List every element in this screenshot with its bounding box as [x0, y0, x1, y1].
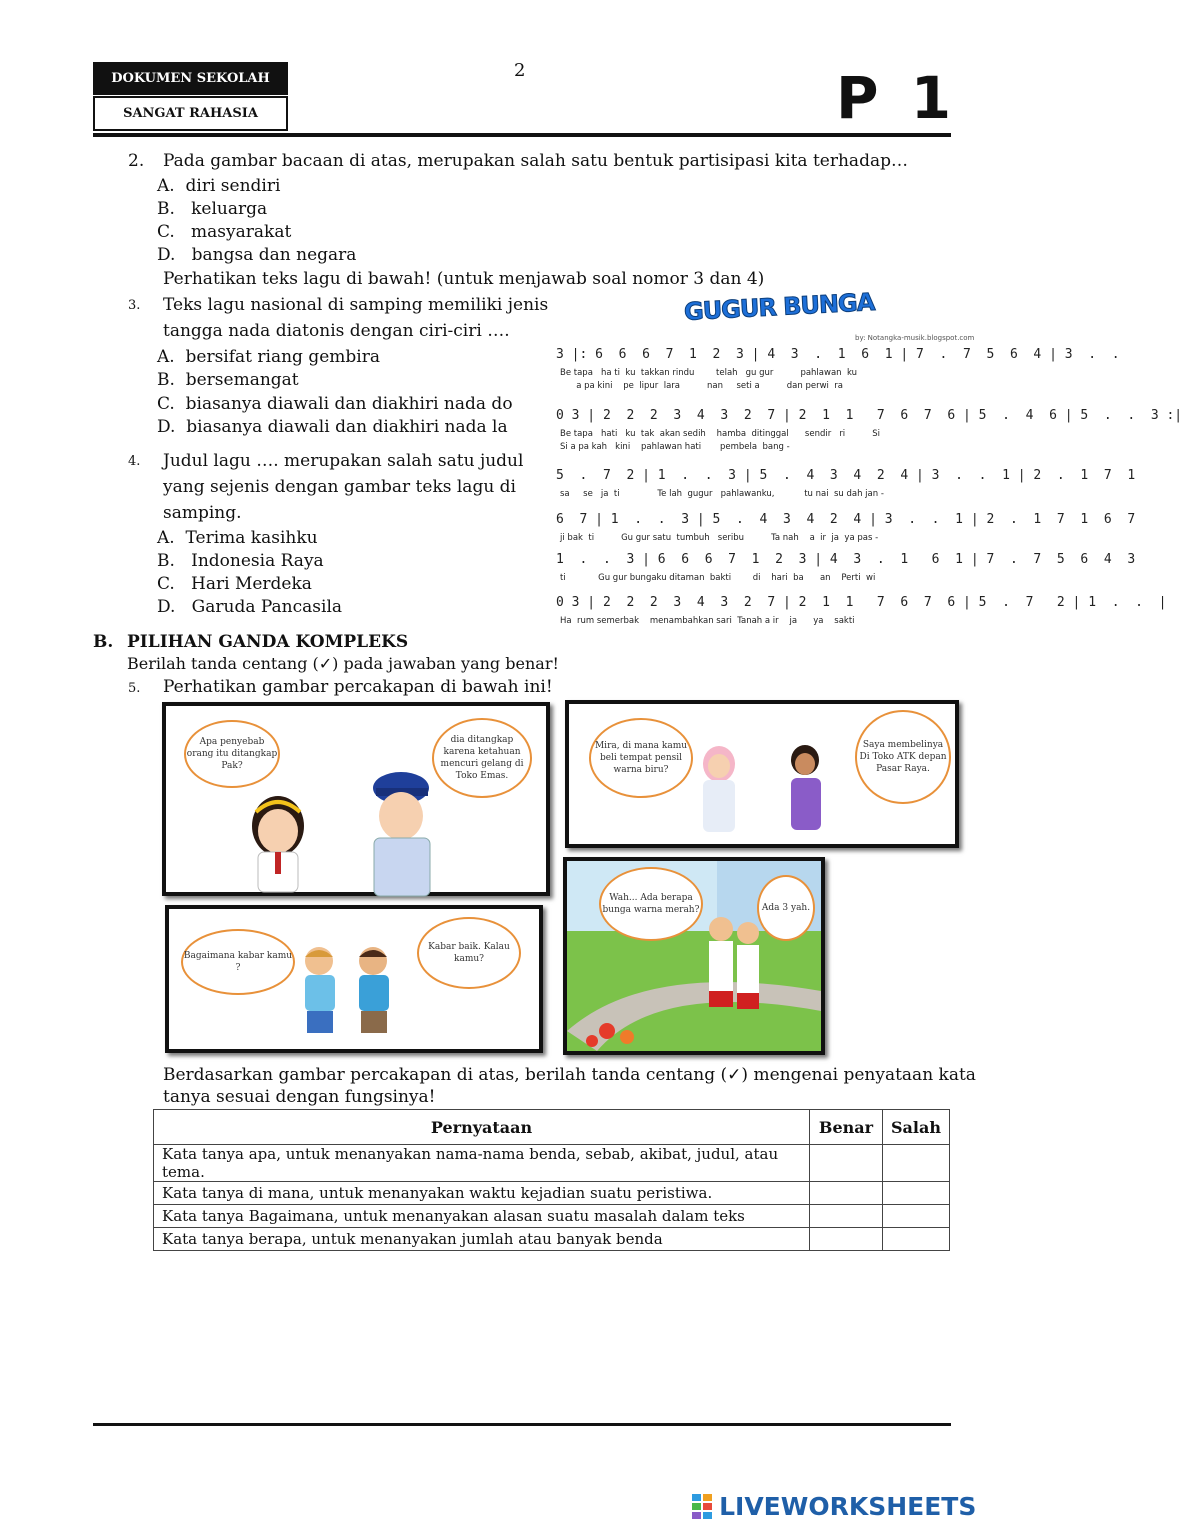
conversation-panel-greeting — [165, 905, 543, 1053]
page-code: P 1 — [836, 64, 958, 132]
liveworksheets-logo — [692, 1492, 976, 1521]
speech-bubble: Apa penyebab orang itu ditangkap Pak? — [184, 720, 280, 788]
two-girls-illustration — [689, 734, 859, 844]
page-number: 2 — [514, 60, 526, 81]
q2-option-c[interactable]: C. masyarakat — [157, 222, 292, 242]
song-lyrics-line: Be tapa ha ti ku takkan rindu telah gu gur pahlawan ku — [560, 368, 858, 378]
q3-option-c[interactable]: C. biasanya diawali dan diakhiri nada do — [157, 394, 513, 414]
conversation-panel-police — [162, 702, 550, 896]
conversation-panel-flowers — [563, 857, 825, 1055]
conversation-panel-pencil-case — [565, 700, 959, 848]
q4-line-1: Judul lagu …. merupakan salah satu judul — [163, 451, 524, 471]
song-notes-row: 3 |: 6 6 6 7 1 2 3 | 4 3 . 1 6 1 | 7 . 7 5 6 4 | 3 . . — [556, 347, 1120, 362]
q5-instruction-line-1: Berdasarkan gambar percakapan di atas, berilah tanda centang (✓) mengenai penyataan kata — [163, 1065, 976, 1085]
q3-number: 3. — [128, 298, 141, 313]
song-notes-row: 1 . . 3 | 6 6 6 7 1 2 3 | 4 3 . 1 6 1 | 7 . 7 5 6 4 3 — [556, 552, 1136, 567]
q4-option-b[interactable]: B. Indonesia Raya — [157, 551, 324, 571]
header-benar: Benar — [810, 1110, 883, 1145]
secret-label: SANGAT RAHASIA — [93, 96, 288, 131]
header-statement: Pernyataan — [154, 1110, 810, 1145]
q4-option-c[interactable]: C. Hari Merdeka — [157, 574, 312, 594]
q2-number: 2. — [128, 151, 145, 171]
song-notes-row: 5 . 7 2 | 1 . . 3 | 5 . 4 3 4 2 4 | 3 . . 1 | 2 . 1 7 1 — [556, 468, 1136, 483]
song-instruction: Perhatikan teks lagu di bawah! (untuk menjawab soal nomor 3 dan 4) — [163, 269, 765, 289]
two-boys-illustration — [289, 939, 419, 1049]
q5-text: Perhatikan gambar percakapan di bawah ini! — [163, 677, 553, 697]
q4-option-a[interactable]: A. Terima kasihku — [157, 528, 318, 548]
header-salah: Salah — [883, 1110, 950, 1145]
statement-cell: Kata tanya Bagaimana, untuk menanyakan alasan suatu masalah dalam teks — [154, 1205, 810, 1228]
salah-checkbox[interactable] — [883, 1182, 950, 1205]
speech-bubble: Mira, di mana kamu beli tempat pensil warna biru? — [589, 718, 693, 798]
song-credit: by: Notangka-musik.blogspot.com — [855, 334, 975, 342]
song-lyrics-line: sa se ja ti Te lah gugur pahlawanku, tu nai su dah jan - — [560, 489, 884, 499]
statement-cell: Kata tanya berapa, untuk menanyakan jumlah atau banyak benda — [154, 1228, 810, 1251]
song-lyrics-line: a pa kini pe lipur lara nan seti a dan perwi ra — [560, 381, 844, 391]
speech-bubble: dia ditangkap karena ketahuan mencuri gelang di Toko Emas. — [432, 718, 532, 798]
song-title: GUGUR BUNGA — [683, 288, 875, 326]
statement-table — [153, 1109, 950, 1251]
table-row — [154, 1228, 950, 1251]
q4-number: 4. — [128, 454, 141, 469]
q3-option-d[interactable]: D. biasanya diawali dan diakhiri nada la — [157, 417, 508, 437]
document-label: DOKUMEN SEKOLAH — [93, 62, 288, 95]
song-notes-row: 0 3 | 2 2 2 3 4 3 2 7 | 2 1 1 7 6 7 6 | 5 . 4 6 | 5 . . 3 :| — [556, 408, 1182, 423]
q4-line-3: samping. — [163, 503, 242, 523]
section-b-title: PILIHAN GANDA KOMPLEKS — [127, 632, 409, 652]
table-row — [154, 1145, 950, 1182]
benar-checkbox[interactable] — [810, 1145, 883, 1182]
q2-option-b[interactable]: B. keluarga — [157, 199, 268, 219]
benar-checkbox[interactable] — [810, 1205, 883, 1228]
speech-bubble: Bagaimana kabar kamu ? — [181, 929, 295, 995]
salah-checkbox[interactable] — [883, 1228, 950, 1251]
q3-line-2: tangga nada diatonis dengan ciri-ciri …. — [163, 321, 510, 341]
q2-text: Pada gambar bacaan di atas, merupakan salah satu bentuk partisipasi kita terhadap… — [163, 151, 908, 171]
q3-option-a[interactable]: A. bersifat riang gembira — [157, 347, 380, 367]
brand-name: LIVEWORKSHEETS — [719, 1492, 977, 1521]
q4-option-d[interactable]: D. Garuda Pancasila — [157, 597, 343, 617]
song-lyrics-line: ji bak ti Gu gur satu tumbuh seribu Ta nah a ir ja ya pas - — [560, 533, 879, 543]
q4-line-2: yang sejenis dengan gambar teks lagu di — [163, 477, 516, 497]
q2-option-d[interactable]: D. bangsa dan negara — [157, 245, 357, 265]
section-b-letter: B. — [93, 632, 114, 652]
salah-checkbox[interactable] — [883, 1205, 950, 1228]
logo-icon — [692, 1494, 714, 1520]
q5-number: 5. — [128, 681, 141, 696]
song-lyrics-line: Ha rum semerbak menambahkan sari Tanah a ir ja ya sakti — [560, 616, 855, 626]
statement-cell: Kata tanya apa, untuk menanyakan nama-nama benda, sebab, akibat, judul, atau tema. — [154, 1145, 810, 1182]
q5-instruction-line-2: tanya sesuai dengan fungsinya! — [163, 1087, 436, 1107]
speech-bubble: Wah... Ada berapa bunga warna merah? — [599, 867, 703, 941]
song-lyrics-line: Be tapa hati ku tak akan sedih hamba ditinggal sendir ri Si — [560, 429, 880, 439]
song-notes-row: 6 7 | 1 . . 3 | 5 . 4 3 4 2 4 | 3 . . 1 | 2 . 1 7 1 6 7 — [556, 512, 1136, 527]
statement-cell: Kata tanya di mana, untuk menanyakan waktu kejadian suatu peristiwa. — [154, 1182, 810, 1205]
q3-option-b[interactable]: B. bersemangat — [157, 370, 299, 390]
table-row — [154, 1182, 950, 1205]
song-lyrics-line: ti Gu gur bungaku ditaman bakti di hari ba an Perti wi — [560, 573, 876, 583]
salah-checkbox[interactable] — [883, 1145, 950, 1182]
benar-checkbox[interactable] — [810, 1182, 883, 1205]
q3-line-1: Teks lagu nasional di samping memiliki jenis — [163, 295, 549, 315]
q2-option-a[interactable]: A. diri sendiri — [157, 176, 281, 196]
speech-bubble: Ada 3 yah. — [757, 875, 815, 941]
speech-bubble: Kabar baik. Kalau kamu? — [417, 917, 521, 989]
girl-and-policeman-illustration — [226, 726, 446, 896]
footer-rule — [93, 1423, 951, 1426]
song-notes-row: 0 3 | 2 2 2 3 4 3 2 7 | 2 1 1 7 6 7 6 | 5 . 7 2 | 1 . . | — [556, 595, 1167, 610]
song-lyrics-line: Si a pa kah kini pahlawan hati pembela bang - — [560, 442, 790, 452]
header-rule — [93, 133, 951, 137]
speech-bubble: Saya membelinya Di Toko ATK depan Pasar Raya. — [855, 710, 951, 804]
benar-checkbox[interactable] — [810, 1228, 883, 1251]
section-b-instruction: Berilah tanda centang (✓) pada jawaban yang benar! — [127, 654, 559, 673]
table-row — [154, 1205, 950, 1228]
